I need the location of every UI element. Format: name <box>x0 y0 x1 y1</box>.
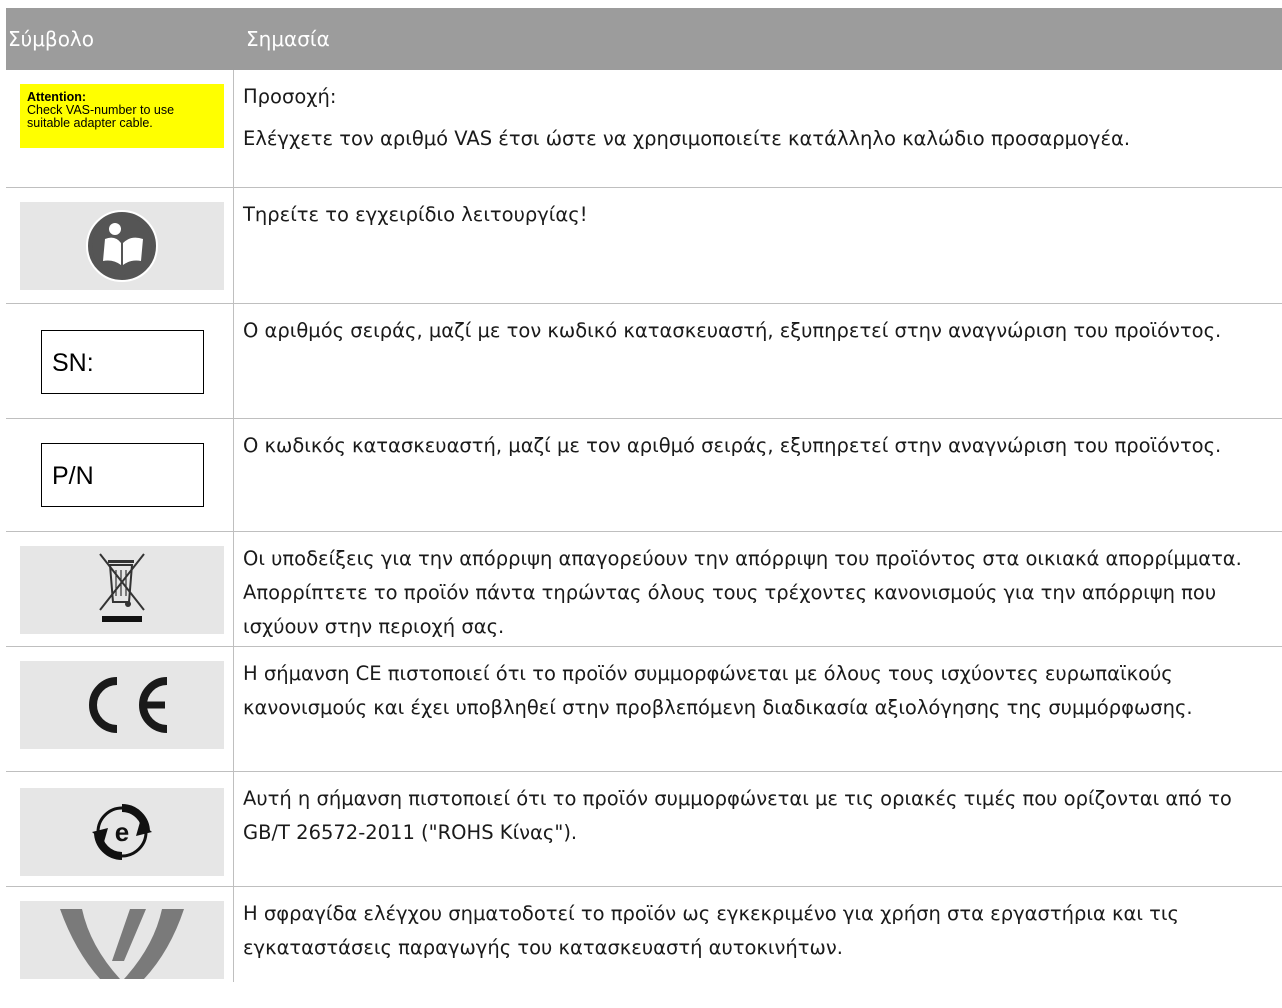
symbol-cell <box>6 532 234 646</box>
symbol-cell <box>6 647 234 771</box>
weee-crossed-bin-icon <box>20 546 224 634</box>
china-rohs-e-icon <box>20 788 224 876</box>
symbol-cell <box>6 304 234 418</box>
attention-line1: Check VAS-number to use <box>27 103 175 117</box>
meaning-cell <box>234 70 1282 187</box>
table-row <box>6 887 1282 982</box>
table-row <box>6 647 1282 772</box>
serial-number-label: SN: <box>41 330 204 394</box>
table-header <box>6 8 1282 70</box>
read-manual-icon <box>20 202 224 290</box>
header-meaning: Σημασία <box>246 27 330 51</box>
meaning-text: Ο κωδικός κατασκευαστή, μαζί με τον αριθμό σειράς, εξυπηρετεί στην αναγνώριση του προϊόντος. <box>243 434 1222 457</box>
meaning-text: Αυτή η σήμανση πιστοποιεί ότι το προϊόν συμμορφώνεται με τις οριακές τιμές που ορίζονται από το GB/T 26572-2011 ("ROHS Κίνας"). <box>243 787 1232 844</box>
meaning-text: Ο αριθμός σειράς, μαζί με τον κωδικό κατασκευαστή, εξυπηρετεί στην αναγνώριση του προϊόντος. <box>243 319 1222 342</box>
table-row <box>6 70 1282 188</box>
meaning-cell <box>234 532 1282 646</box>
part-number-label: P/N <box>41 443 204 507</box>
symbol-cell <box>6 887 234 982</box>
meaning-text: Τηρείτε το εγχειρίδιο λειτουργίας! <box>243 203 588 226</box>
meaning-cell <box>234 304 1282 418</box>
meaning-cell <box>234 647 1282 771</box>
meaning-cell <box>234 188 1282 303</box>
vw-test-seal-icon <box>20 901 224 979</box>
attention-label <box>20 84 224 148</box>
table-row <box>6 772 1282 887</box>
meaning-cell <box>234 419 1282 531</box>
table-row <box>6 304 1282 419</box>
header-symbol: Σύμβολο <box>8 27 95 51</box>
attention-title: Attention: <box>27 90 87 104</box>
symbol-cell <box>6 70 234 187</box>
meaning-text: Η σήμανση CE πιστοποιεί ότι το προϊόν συμμορφώνεται με όλους τους ισχύοντες ευρωπαϊκούς κανονισμούς και έχει υποβληθεί στην προβλεπόμενη διαδικασία αξιολόγησης της συμμόρφωσης. <box>243 662 1193 719</box>
symbol-cell <box>6 188 234 303</box>
ce-mark-icon <box>20 661 224 749</box>
meaning-cell <box>234 772 1282 886</box>
meaning-text: Η σφραγίδα ελέγχου σηματοδοτεί το προϊόν ως εγκεκριμένο για χρήση στα εργαστήρια και τις εγκαταστάσεις παραγωγής του κατασκευαστή αυτοκινήτων. <box>243 902 1179 959</box>
meaning-line: Ελέγχετε τον αριθμό VAS έτσι ώστε να χρησιμοποιείτε κατάλληλο καλώδιο προσαρμογέα. <box>243 127 1131 150</box>
meaning-text: Οι υποδείξεις για την απόρριψη απαγορεύουν την απόρριψη του προϊόντος στα οικιακά απορρίμματα. Απορρίπτετε το προϊόν πάντα τηρώντας όλους τους τρέχοντες κανονισμούς για την απόρριψη που ισχύουν στην περιοχή σας. <box>243 547 1242 638</box>
table-row <box>6 532 1282 647</box>
meaning-line: Προσοχή: <box>243 85 337 108</box>
meaning-cell <box>234 887 1282 982</box>
table-row <box>6 419 1282 532</box>
table-row <box>6 188 1282 304</box>
symbols-table <box>6 8 1282 982</box>
svg-text:e: e <box>114 817 130 847</box>
symbol-cell <box>6 419 234 531</box>
attention-line2: suitable adapter cable. <box>27 116 153 130</box>
symbol-cell <box>6 772 234 886</box>
